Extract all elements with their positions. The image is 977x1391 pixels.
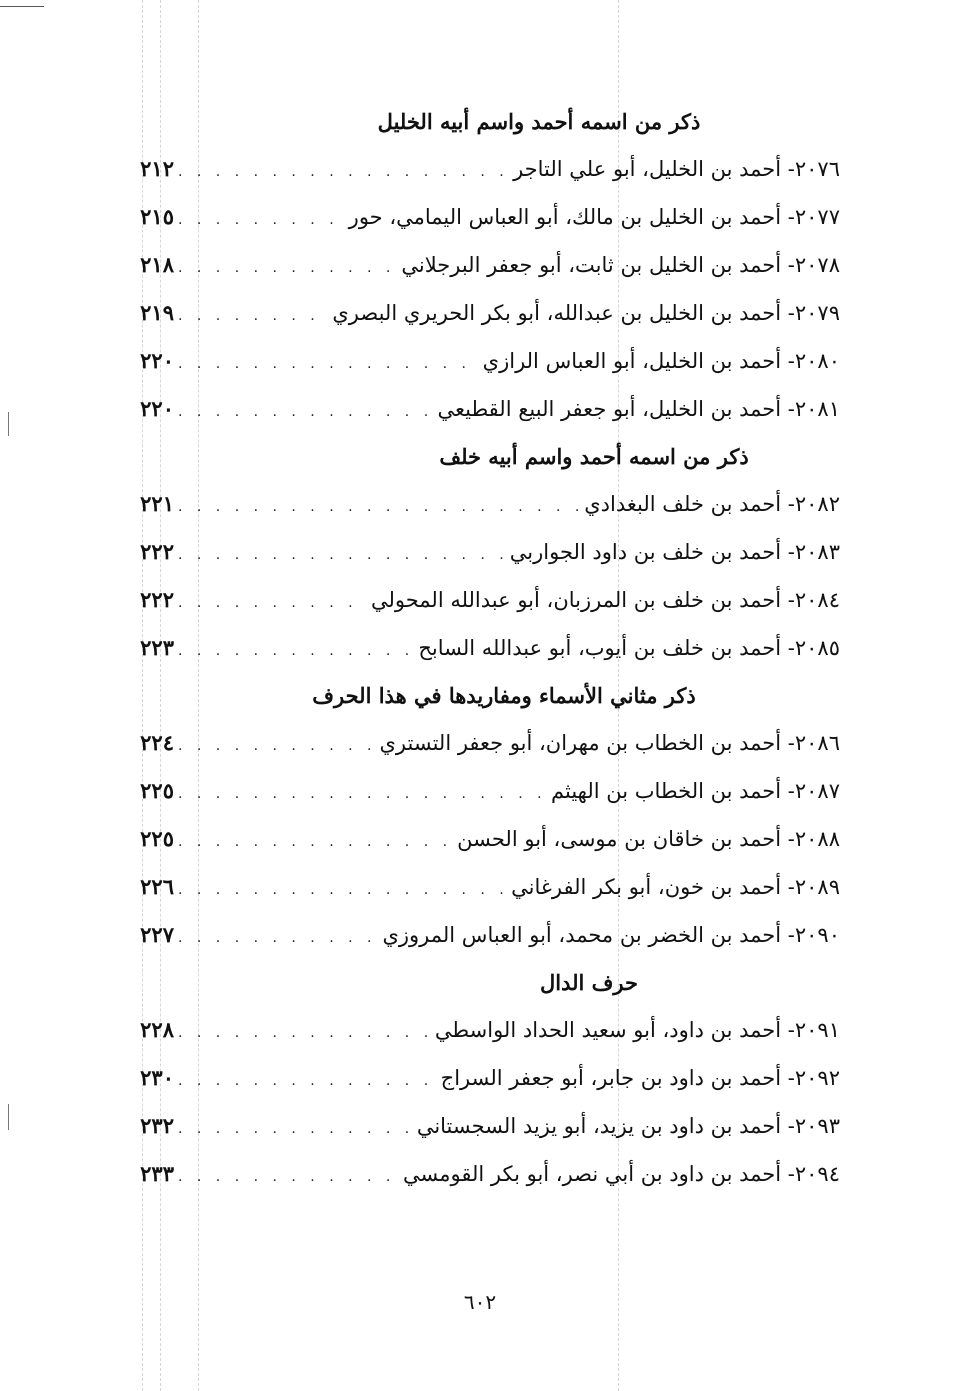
entry-title: ٢٠٨٢- أحمد بن خلف البغدادي (584, 492, 840, 516)
section-heading: ذكر مثاني الأسماء ومفاريدها في هذا الحرف (312, 683, 696, 708)
entry-page-number: ٢٢٢ (140, 539, 174, 564)
toc-entry (118, 767, 840, 815)
dot-leader (174, 196, 343, 244)
entry-title: ٢٠٨٦- أحمد بن الخطاب بن مهران، أبو جعفر التستري (379, 731, 840, 755)
dot-leader (174, 1009, 429, 1057)
dot-leader (174, 531, 504, 579)
entry-page-number: ٢١٥ (140, 204, 174, 229)
entry-title: ٢٠٨٨- أحمد بن خاقان بن موسى، أبو الحسن (457, 827, 840, 851)
dot-leader (174, 818, 451, 866)
entry-title: ٢٠٩٣- أحمد بن داود بن يزيد، أبو يزيد السجستاني (416, 1114, 840, 1138)
entry-page-number: ٢٢٧ (140, 922, 174, 947)
entry-page-number: ٢٣٢ (140, 1113, 174, 1138)
entry-page-number: ٢٢٨ (140, 1017, 174, 1042)
dot-leader (174, 579, 365, 627)
scan-edge-mark (8, 412, 9, 436)
entry-title: ٢٠٨٥- أحمد بن خلف بن أيوب، أبو عبدالله السابح (418, 636, 840, 660)
entry-title: ٢٠٩١- أحمد بن داود، أبو سعيد الحداد الواسطي (434, 1018, 840, 1042)
entry-title: ٢٠٧٨- أحمد بن الخليل بن ثابت، أبو جعفر البرجلاني (401, 253, 840, 277)
entry-page-number: ٢٢٦ (140, 874, 174, 899)
entry-page-number: ٢٢٣ (140, 635, 174, 660)
entry-title: ٢٠٨٣- أحمد بن خلف بن داود الجواربي (509, 540, 840, 564)
entry-title: ٢٠٧٩- أحمد بن الخليل بن عبدالله، أبو بكر الحريري البصري (332, 301, 840, 325)
toc-entry (118, 1006, 840, 1054)
entry-title: ٢٠٧٦- أحمد بن الخليل، أبو علي التاجر (513, 157, 840, 181)
entry-page-number: ٢٣٣ (140, 1161, 174, 1186)
entry-page-number: ٢١٨ (140, 252, 174, 277)
dot-leader (174, 388, 431, 436)
toc-entry (118, 528, 840, 576)
dot-leader (174, 148, 507, 196)
entry-title: ٢٠٨٧- أحمد بن الخطاب بن الهيثم (551, 779, 840, 803)
toc-entry (118, 911, 840, 959)
entry-page-number: ٢٢٤ (140, 730, 174, 755)
scan-corner-mark (0, 6, 44, 7)
toc-entry (118, 480, 840, 528)
entry-page-number: ٢٢٥ (140, 778, 174, 803)
toc-entry (118, 241, 840, 289)
dot-leader (174, 1057, 435, 1105)
entry-title: ٢٠٧٧- أحمد بن الخليل بن مالك، أبو العباس اليمامي، حور (348, 205, 840, 229)
toc-entry (118, 624, 840, 672)
toc-entry (118, 863, 840, 911)
entry-title: ٢٠٨٠- أحمد بن الخليل، أبو العباس الرازي (482, 349, 840, 373)
toc-entry (118, 193, 840, 241)
toc-entry (118, 289, 840, 337)
dot-leader (174, 627, 412, 675)
dot-leader (174, 244, 395, 292)
scan-edge-mark (8, 1104, 9, 1130)
entry-page-number: ٢٢٥ (140, 826, 174, 851)
toc-entry (118, 385, 840, 433)
dot-leader (174, 914, 376, 962)
section-heading: ذكر من اسمه أحمد واسم أبيه خلف (439, 444, 749, 469)
dot-leader (174, 483, 578, 531)
entry-title: ٢٠٨٤- أحمد بن خلف بن المرزبان، أبو عبدالله المحولي (370, 588, 840, 612)
page-number: ٦٠٢ (463, 1290, 497, 1314)
toc-entry (118, 1102, 840, 1150)
entry-page-number: ٢١٩ (140, 300, 174, 325)
dot-leader (174, 1105, 411, 1153)
dot-leader (174, 1153, 397, 1201)
section-heading: ذكر من اسمه أحمد واسم أبيه الخليل (377, 109, 701, 134)
entry-title: ٢٠٨٩- أحمد بن خون، أبو بكر الفرغاني (511, 875, 840, 899)
entry-page-number: ٢٢٢ (140, 587, 174, 612)
dot-leader (174, 722, 373, 770)
toc-entry (118, 337, 840, 385)
entry-page-number: ٢٢٠ (140, 396, 174, 421)
dot-leader (174, 292, 326, 340)
toc-entry (118, 1054, 840, 1102)
toc-entry (118, 1150, 840, 1198)
toc-entry (118, 719, 840, 767)
entry-page-number: ٢١٢ (140, 156, 174, 181)
entry-page-number: ٢٢١ (140, 491, 174, 516)
section-heading: حرف الدال (540, 970, 638, 995)
entry-title: ٢٠٩٤- أحمد بن داود بن أبي نصر، أبو بكر القومسي (403, 1162, 840, 1186)
dot-leader (174, 340, 477, 388)
entry-page-number: ٢٣٠ (140, 1065, 174, 1090)
dot-leader (174, 866, 505, 914)
entry-title: ٢٠٨١- أحمد بن الخليل، أبو جعفر البيع القطيعي (437, 397, 840, 421)
entry-page-number: ٢٢٠ (140, 348, 174, 373)
toc-entry (118, 145, 840, 193)
dot-leader (174, 770, 545, 818)
toc-entry (118, 576, 840, 624)
table-of-contents (118, 98, 840, 1198)
entry-title: ٢٠٩٢- أحمد بن داود بن جابر، أبو جعفر السراج (440, 1066, 840, 1090)
entry-title: ٢٠٩٠- أحمد بن الخضر بن محمد، أبو العباس المروزي (382, 923, 840, 947)
toc-entry (118, 815, 840, 863)
